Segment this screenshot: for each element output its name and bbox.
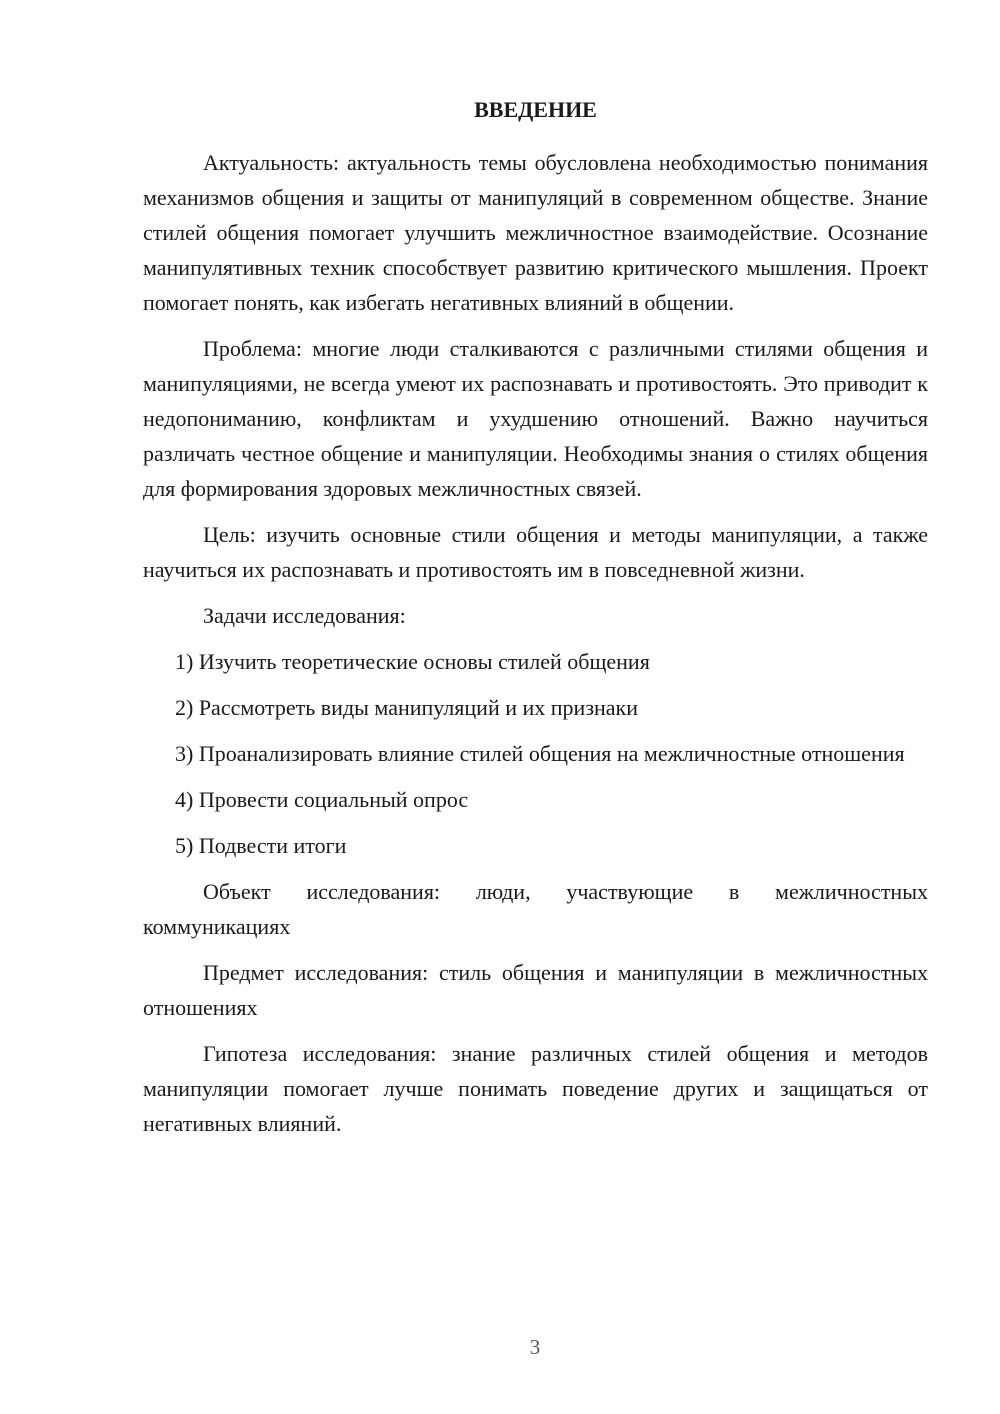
task-item-5: 5) Подвести итоги bbox=[175, 833, 347, 858]
page-number: 3 bbox=[529, 1335, 541, 1359]
task-item-1: 1) Изучить теоретические основы стилей общения bbox=[175, 649, 650, 674]
document-page bbox=[143, 92, 928, 1152]
task-item-4: 4) Провести социальный опрос bbox=[175, 787, 469, 812]
document-heading: ВВЕДЕНИЕ bbox=[474, 97, 597, 122]
paragraph-relevance: Актуальность: актуальность темы обусловлена необходимостью понимания механизмов общения и защиты от манипуляций в современном обществе. Знание стилей общения помогает улучшить межличностное взаимодействие. Осознание манипулятивных техник способствует развитию критического мышления. Проект помогает понять, как избегать негативных влияний в общении. bbox=[143, 150, 928, 315]
paragraph-problem: Проблема: многие люди сталкиваются с различными стилями общения и манипуляциями, не всегда умеют их распознавать и противостоять. Это приводит к недопониманию, конфликтам и ухудшению отношений. Важно научиться различать честное общение и манипуляции. Необходимы знания о стилях общения для формирования здоровых межличностных связей. bbox=[143, 336, 928, 501]
paragraph-hypothesis: Гипотеза исследования: знание различных стилей общения и методов манипуляции помогает лучше понимать поведение других и защищаться от негативных влияний. bbox=[143, 1041, 928, 1136]
task-item-2: 2) Рассмотреть виды манипуляций и их признаки bbox=[175, 695, 639, 720]
paragraph-object: Объект исследования: люди, участвующие в межличностных коммуникациях bbox=[143, 879, 928, 939]
paragraph-tasks-title: Задачи исследования: bbox=[203, 603, 406, 628]
paragraph-subject: Предмет исследования: стиль общения и манипуляции в межличностных отношениях bbox=[143, 960, 928, 1020]
paragraph-goal: Цель: изучить основные стили общения и методы манипуляции, а также научиться их распознавать и противостоять им в повседневной жизни. bbox=[143, 522, 928, 582]
task-item-3: 3) Проанализировать влияние стилей общения на межличностные отношения bbox=[175, 741, 905, 766]
